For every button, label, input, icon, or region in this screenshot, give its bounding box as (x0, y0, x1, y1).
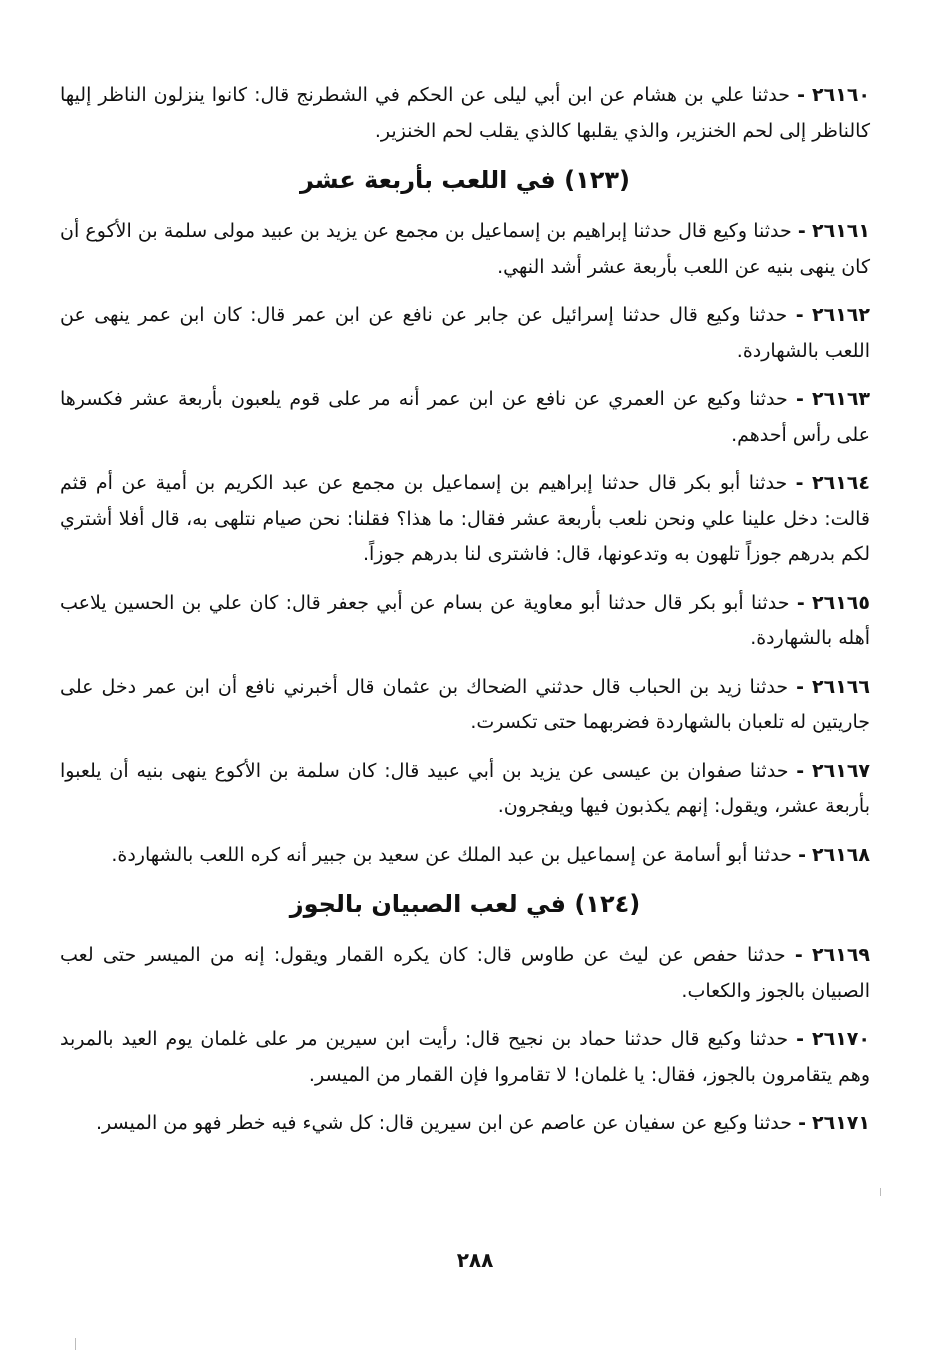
scan-speck (880, 1188, 881, 1196)
hadith-entry-26160: ٢٦١٦٠ - حدثنا علي بن هشام عن ابن أبي ليلى عن الحكم في الشطرنج قال: كانوا ينزلون الناظر إليها كالناظر إلى لحم الخنزير، والذي يقلبها كالذي يقلب لحم الخنزير. (60, 84, 871, 142)
hadith-entry-26170: ٢٦١٧٠ - حدثنا وكيع قال حدثنا حماد بن نجيح قال: رأيت ابن سيرين مر على غلمان يوم العيد بالمربد وهم يتقامرون بالجوز، فقال: يا غلمان! لا تقامروا فإن القمار من الميسر. (60, 1028, 870, 1086)
entry-text: حدثنا وكيع قال حدثنا إبراهيم بن إسماعيل بن مجمع عن يزيد بن عبيد مولى سلمة بن الأكوع أن كان ينهى بنيه عن اللعب بأربعة عشر أشد النهي. (60, 220, 870, 278)
entry-number: ٢٦١٦٣ (812, 388, 871, 410)
entry-text: حدثنا وكيع قال حدثنا حماد بن نجيح قال: رأيت ابن سيرين مر على غلمان يوم العيد بالمربد وهم يتقامرون بالجوز، فقال: يا غلمان! لا تقامروا فإن القمار من الميسر. (60, 1028, 870, 1086)
entry-number: ٢٦١٦٦ (812, 675, 870, 698)
entry-number: ٢٦١٦٠ (812, 84, 871, 106)
hadith-entry-26161: ٢٦١٦١ - حدثنا وكيع قال حدثنا إبراهيم بن إسماعيل بن مجمع عن يزيد بن عبيد مولى سلمة بن الأكوع أن كان ينهى بنيه عن اللعب بأربعة عشر أشد النهي. (60, 220, 870, 278)
entry-text: حدثنا علي بن هشام عن ابن أبي ليلى عن الحكم في الشطرنج قال: كانوا ينزلون الناظر إليها كالناظر إلى لحم الخنزير، والذي يقلبها كالذي يقلب لحم الخنزير. (60, 84, 870, 142)
hadith-entry-26163: ٢٦١٦٣ - حدثنا وكيع عن العمري عن نافع عن ابن عمر أنه مر على قوم يلعبون بأربعة عشر فكسرها على رأس أحدهم. (60, 388, 871, 446)
entry-text: حدثنا أبو بكر قال حدثنا إبراهيم بن إسماعيل بن مجمع عن عبد الكريم بن أمية عن أم قثم قالت: دخل علينا علي ونحن نلعب بأربعة عشر فقال: ما هذا؟ فقلنا: نحن صيام نتلهى به، قال أفلا أشتري لكم بدرهم جوزاً تلهون به وتدعونها، قال: فاشترى لنا بدرهم جوزاً. (60, 472, 870, 565)
entry-number: ٢٦١٦٥ (812, 591, 870, 614)
entry-text: حدثنا وكيع عن سفيان عن عاصم عن ابن سيرين قال: كل شيء فيه خطر فهو من الميسر. (95, 1112, 793, 1134)
hadith-entry-26164: ٢٦١٦٤ - حدثنا أبو بكر قال حدثنا إبراهيم بن إسماعيل بن مجمع عن عبد الكريم بن أمية عن أم قثم قالت: دخل علينا علي ونحن نلعب بأربعة عشر فقال: ما هذا؟ فقلنا: نحن صيام نتلهى به، قال أفلا أشتري لكم بدرهم جوزاً تلهون به وتدعونها، قال: فاشترى لنا بدرهم جوزاً. (60, 472, 870, 565)
section-heading-124: (١٢٤) في لعب الصبيان بالجوز (289, 890, 641, 918)
entry-text: حدثنا وكيع قال حدثنا إسرائيل عن جابر عن نافع عن ابن عمر قال: كان ابن عمر ينهى عن اللعب بالشهاردة. (60, 304, 870, 362)
entry-number: ٢٦١٧١ (812, 1112, 870, 1134)
hadith-entry-26167: ٢٦١٦٧ - حدثنا صفوان بن عيسى عن يزيد بن أبي عبيد قال: كان سلمة بن الأكوع ينهى بنيه أن يلعبوا بأربعة عشر، ويقول: إنهم يكذبون فيها ويفجرون. (60, 759, 871, 817)
hadith-entry-26171: ٢٦١٧١ - حدثنا وكيع عن سفيان عن عاصم عن ابن سيرين قال: كل شيء فيه خطر فهو من الميسر. (95, 1112, 870, 1134)
hadith-entry-26165: ٢٦١٦٥ - حدثنا أبو بكر قال حدثنا أبو معاوية عن بسام عن أبي جعفر قال: كان علي بن الحسين يلاعب أهله بالشهاردة. (60, 591, 870, 649)
hadith-entry-26166: ٢٦١٦٦ - حدثنا زيد بن الحباب قال حدثني الضحاك بن عثمان قال أخبرني نافع أن ابن عمر دخل على جاريتين له تلعبان بالشهاردة فضربهما حتى تكسرت. (60, 675, 870, 733)
section-heading-123: (١٢٣) في اللعب بأربعة عشر (300, 166, 630, 194)
entry-number: ٢٦١٦٨ (812, 843, 870, 866)
hadith-entry-26168: ٢٦١٦٨ - حدثنا أبو أسامة عن إسماعيل بن عبد الملك عن سعيد بن جبير أنه كره اللعب بالشهاردة. (111, 843, 870, 866)
scan-speck (75, 1338, 76, 1350)
hadith-entry-26162: ٢٦١٦٢ - حدثنا وكيع قال حدثنا إسرائيل عن جابر عن نافع عن ابن عمر قال: كان ابن عمر ينهى عن اللعب بالشهاردة. (60, 304, 870, 362)
entry-text: حدثنا أبو أسامة عن إسماعيل بن عبد الملك عن سعيد بن جبير أنه كره اللعب بالشهاردة. (111, 843, 793, 866)
entry-number: ٢٦١٦١ (812, 220, 870, 242)
entry-text: حدثنا أبو بكر قال حدثنا أبو معاوية عن بسام عن أبي جعفر قال: كان علي بن الحسين يلاعب أهله بالشهاردة. (60, 591, 870, 649)
entry-number: ٢٦١٦٩ (812, 944, 871, 966)
entry-text: حدثنا زيد بن الحباب قال حدثني الضحاك بن عثمان قال أخبرني نافع أن ابن عمر دخل على جاريتين له تلعبان بالشهاردة فضربهما حتى تكسرت. (60, 675, 870, 733)
entry-text: حدثنا وكيع عن العمري عن نافع عن ابن عمر أنه مر على قوم يلعبون بأربعة عشر فكسرها على رأس أحدهم. (60, 388, 870, 446)
page-text (60, 78, 870, 1155)
page-number: ٢٨٨ (456, 1248, 494, 1272)
hadith-entry-26169: ٢٦١٦٩ - حدثنا حفص عن ليث عن طاوس قال: كان يكره القمار ويقول: إنه من الميسر حتى لعب الصبيان بالجوز والكعاب. (60, 944, 871, 1002)
entry-text: حدثنا صفوان بن عيسى عن يزيد بن أبي عبيد قال: كان سلمة بن الأكوع ينهى بنيه أن يلعبوا بأربعة عشر، ويقول: إنهم يكذبون فيها ويفجرون. (60, 759, 870, 817)
entry-number: ٢٦١٧٠ (812, 1028, 870, 1050)
entry-number: ٢٦١٦٤ (812, 472, 870, 494)
entry-number: ٢٦١٦٢ (812, 304, 870, 326)
entry-text: حدثنا حفص عن ليث عن طاوس قال: كان يكره القمار ويقول: إنه من الميسر حتى لعب الصبيان بالجوز والكعاب. (60, 944, 870, 1002)
entry-number: ٢٦١٦٧ (812, 759, 871, 782)
